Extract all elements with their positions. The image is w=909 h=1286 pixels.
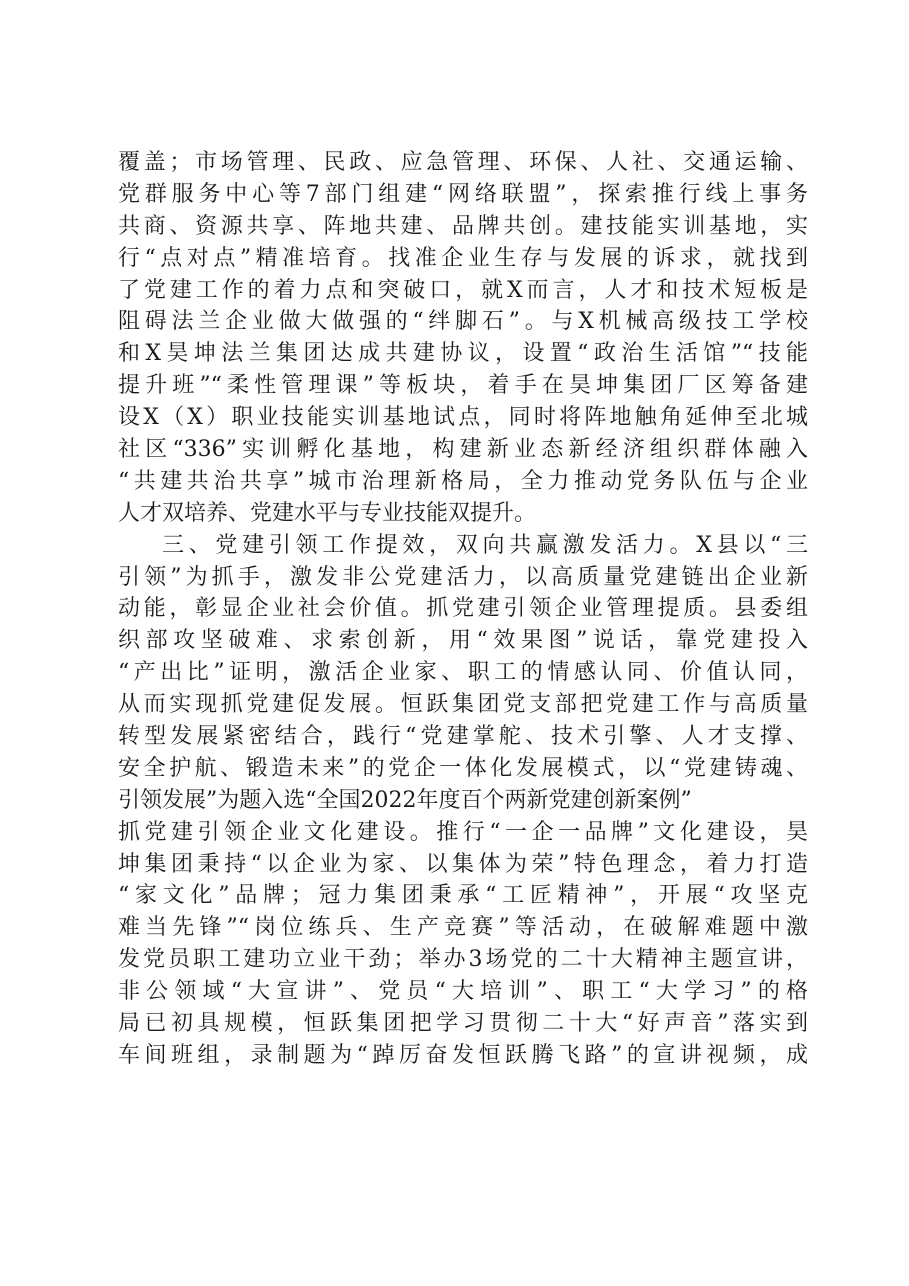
paragraph-2	[118, 530, 808, 1072]
text-line: “家文化”品牌；冠力集团秉承“工匠精神”，开展“攻坚克	[118, 883, 808, 909]
text-line: 坤集团秉持“以企业为家、以集体为荣”特色理念，着力打造	[118, 851, 808, 877]
text-line: 覆盖；市场管理、民政、应急管理、环保、人社、交通运输、	[118, 150, 808, 175]
text-line: 共商、资源共享、阵地共建、品牌共创。建技能实训基地，实	[118, 213, 808, 239]
text-line: 和X昊坤法兰集团达成共建协议，设置“政治生活馆”“技能	[118, 341, 808, 367]
text-line: 引领发展”为题入选“全国2022年度百个两新党建创新案例”	[118, 787, 692, 813]
text-line: 三、党建引领工作提效，双向共赢激发活力。X县以“三	[162, 532, 808, 558]
text-line: 抓党建引领企业文化建设。推行“一企一品牌”文化建设，昊	[118, 819, 808, 845]
text-line: 引领”为抓手，激发非公党建活力，以高质量党建链出企业新	[118, 564, 808, 590]
text-line: 社区“336”实训孵化基地，构建新业态新经济组织群体融入	[118, 437, 808, 463]
text-line: 从而实现抓党建促发展。恒跃集团党支部把党建工作与高质量	[118, 692, 808, 718]
text-line: 人才双培养、党建水平与专业技能双提升。	[118, 500, 537, 526]
text-line: “共建共治共享”城市治理新格局，全力推动党务队伍与企业	[118, 468, 808, 494]
text-line: 党群服务中心等7部门组建“网络联盟”，探索推行线上事务	[118, 181, 808, 207]
text-line: 发党员职工建功立业干劲；举办3场党的二十大精神主题宣讲，	[118, 947, 808, 973]
text-line: 转型发展紧密结合，践行“党建掌舵、技术引擎、人才支撑、	[118, 724, 808, 750]
text-line: 阻碍法兰企业做大做强的“绊脚石”。与X机械高级技工学校	[118, 309, 808, 335]
text-line: 提升班”“柔性管理课”等板块，着手在昊坤集团厂区筹备建	[118, 373, 808, 399]
text-line: 动能，彰显企业社会价值。抓党建引领企业管理提质。县委组	[118, 596, 808, 622]
text-line: 难当先锋”“岗位练兵、生产竞赛”等活动，在破解难题中激	[118, 915, 808, 941]
text-line: 行“点对点”精准培育。找准企业生存与发展的诉求，就找到	[118, 245, 808, 271]
text-line: 设X（X）职业技能实训基地试点，同时将阵地触角延伸至北城	[118, 405, 808, 431]
text-line: 局已初具规模，恒跃集团把学习贯彻二十大“好声音”落实到	[118, 1011, 808, 1037]
document-body	[118, 147, 808, 1072]
text-line: 车间班组，录制题为“踔厉奋发恒跃腾飞路”的宣讲视频，成	[118, 1042, 808, 1068]
paragraph-1	[118, 147, 808, 530]
text-line: “产出比”证明，激活企业家、职工的情感认同、价值认同，	[118, 660, 808, 686]
text-line: 了党建工作的着力点和突破口，就X而言，人才和技术短板是	[118, 277, 808, 303]
text-line: 非公领域“大宣讲”、党员“大培训”、职工“大学习”的格	[118, 979, 808, 1005]
text-line: 安全护航、锻造未来”的党企一体化发展模式，以“党建铸魂、	[118, 755, 808, 781]
text-line: 织部攻坚破难、求索创新，用“效果图”说话，靠党建投入	[118, 628, 808, 654]
